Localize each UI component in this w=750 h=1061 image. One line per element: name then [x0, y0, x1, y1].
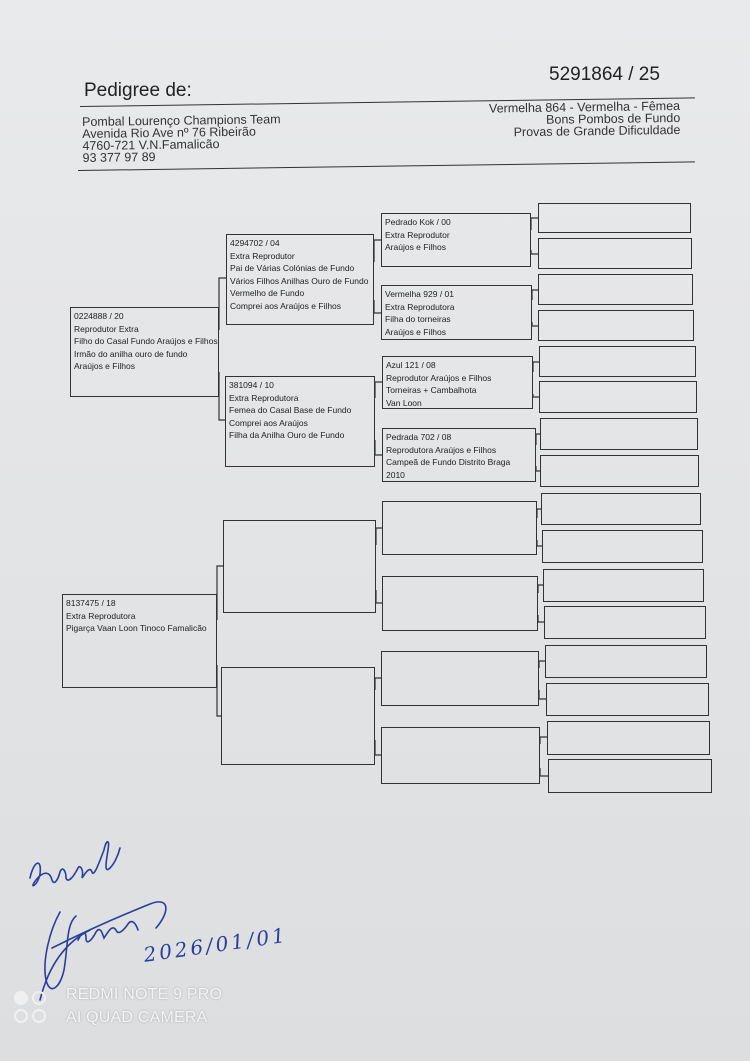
bird-description: Vermelha 864 - Vermelha - Fêmea [488, 98, 681, 116]
dam-line: Extra Reprodutora [66, 610, 136, 621]
loft-street: Avenida Rio Ave nº 76 Ribeirão [82, 124, 257, 141]
handwritten-date: 2026/01/01 [142, 922, 290, 967]
sire-line: Filho do Casal Fundo Araújos e Filhos [74, 336, 218, 346]
ggp-ring: Vermelha 929 / 01 [385, 289, 454, 299]
sire-line: Araújos e Filhos [74, 361, 135, 371]
sire-ring: 0224888 / 20 [74, 311, 124, 321]
dam-ring: 8137475 / 18 [66, 598, 116, 608]
ggp-line: Araújos e Filhos [385, 242, 446, 252]
ggp-line: Campeã de Fundo Distrito Braga [386, 457, 511, 467]
watermark-line2: AI QUAD CAMERA [66, 1009, 208, 1026]
ggp-ring: Pedrado Kok / 00 [385, 217, 451, 227]
sire-sire-line: Vários Filhos Anilhas Ouro de Fundo [230, 275, 369, 286]
ggp-line: Araújos e Filhos [385, 326, 446, 337]
sire-sire-ring: 4294702 / 04 [230, 238, 280, 248]
bird-subtitle-2: Provas de Grande Dificuldade [513, 122, 681, 140]
ggp-line: Van Loon [386, 397, 422, 408]
sire-sire-line: Pai de Várias Colónias de Fundo [230, 263, 355, 273]
ggp-ring: Pedrada 702 / 08 [386, 432, 452, 442]
ggp-line: 2010 [386, 469, 405, 480]
sire-sire-line: Vermelho de Fundo [230, 288, 305, 298]
camera-lens-icon [14, 987, 58, 1025]
loft-name: Pombal Lourenço Champions Team [81, 112, 281, 129]
watermark-line1: REDMI NOTE 9 PRO [66, 986, 223, 1003]
sire-dam-line: Filha da Anilha Ouro de Fundo [229, 430, 345, 440]
page-title: Pedigree de: [84, 80, 192, 101]
sire-sire-line: Comprei aos Araújos e Filhos [230, 300, 342, 311]
camera-watermark [14, 983, 222, 1029]
ring-number: 5291864 / 25 [549, 64, 660, 85]
ggp-line: Reprodutora Araújos e Filhos [386, 444, 497, 455]
ggp-line: Filha do torneiras [385, 314, 451, 324]
ggp-line: Extra Reprodutor [385, 229, 450, 240]
dam-line: Pigarça Vaan Loon Tinoco Famalicão [66, 623, 207, 633]
loft-phone: 93 377 97 89 [82, 149, 156, 165]
ggp-line: Extra Reprodutora [385, 301, 455, 312]
ggp-ring: Azul 121 / 08 [386, 360, 436, 370]
ggp-line: Reprodutor Araújos e Filhos [386, 372, 492, 383]
sire-sire-line: Extra Reprodutor [230, 250, 295, 261]
sire-dam-line: Femea do Casal Base de Fundo [229, 405, 352, 415]
sire-dam-line: Extra Reprodutora [229, 392, 299, 403]
ggp-line: Torneiras + Cambalhota [386, 385, 477, 395]
sire-dam-ring: 381094 / 10 [229, 380, 274, 390]
loft-postcode: 4760-721 V.N.Famalicão [82, 137, 220, 153]
bird-subtitle: Bons Pombos de Fundo [546, 110, 681, 127]
sire-line: Reprodutor Extra [74, 323, 139, 334]
sire-dam-line: Comprei aos Araújos [229, 417, 308, 428]
sire-line: Irmão do anilha ouro de fundo [74, 348, 188, 359]
